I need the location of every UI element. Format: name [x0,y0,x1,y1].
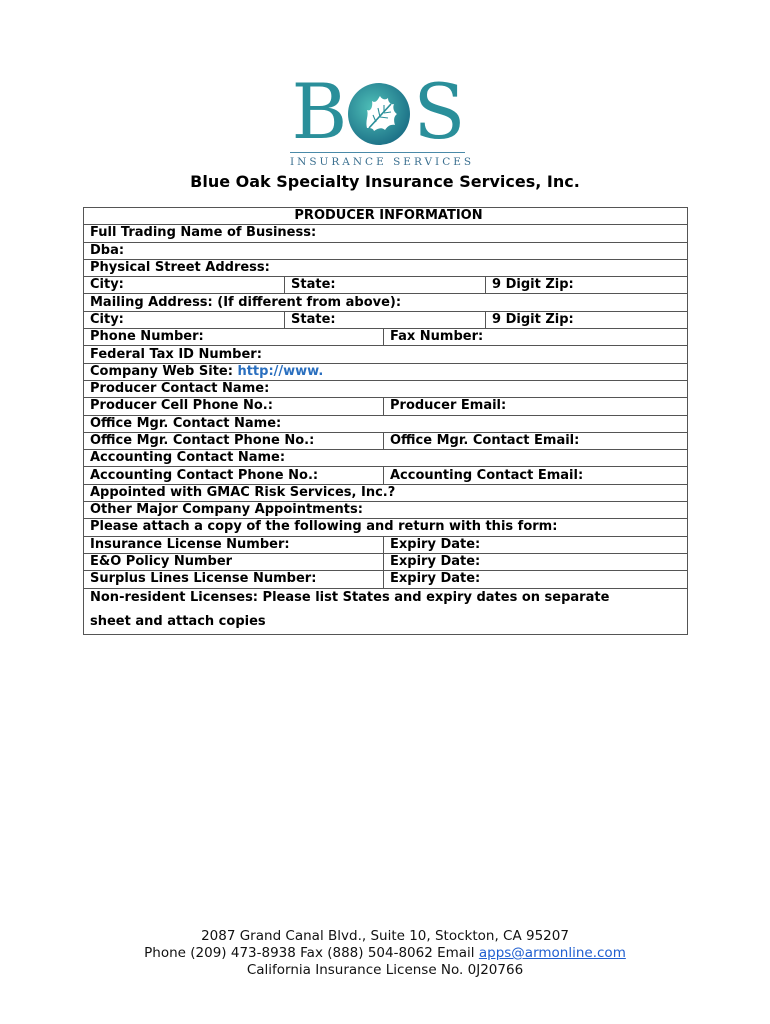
zip-field[interactable]: 9 Digit Zip: [486,277,688,294]
footer-license: California Insurance License No. 0J20766 [246,962,524,978]
mailing-zip-field[interactable]: 9 Digit Zip: [486,311,688,328]
appointed-gmac-field[interactable]: Appointed with GMAC Risk Services, Inc.? [84,484,688,501]
table-row [84,432,688,449]
office-mgr-contact-phone-field[interactable]: Office Mgr. Contact Phone No.: [84,432,384,449]
eo-policy-expiry-field[interactable]: Expiry Date: [384,553,688,570]
footer-contact [0,945,770,962]
company-web-site-field[interactable] [84,363,688,380]
company-title: Blue Oak Specialty Insurance Services, Inc. [190,172,580,191]
insurance-license-expiry-field[interactable]: Expiry Date: [384,536,688,553]
table-row [84,225,688,242]
non-resident-licenses-field[interactable] [84,588,688,634]
producer-information-form [83,207,688,635]
company-logo [290,67,475,172]
full-trading-name-field[interactable]: Full Trading Name of Business: [84,225,688,242]
non-resident-line-2: sheet and attach copies [90,613,266,629]
dba-field[interactable]: Dba: [84,242,688,259]
state-field[interactable]: State: [285,277,486,294]
surplus-lines-expiry-field[interactable]: Expiry Date: [384,571,688,588]
table-row [84,484,688,501]
table-row [84,536,688,553]
non-resident-line-1: Non-resident Licenses: Please list States and expiry dates on separate [90,589,610,605]
table-row [84,329,688,346]
other-appointments-field[interactable]: Other Major Company Appointments: [84,502,688,519]
table-row [84,311,688,328]
table-row [84,571,688,588]
table-row [84,398,688,415]
fax-number-field[interactable]: Fax Number: [384,329,688,346]
accounting-contact-name-field[interactable]: Accounting Contact Name: [84,450,688,467]
mailing-city-field[interactable]: City: [84,311,285,328]
table-row [84,294,688,311]
footer-phone-fax: Phone (209) 473-8938 Fax (888) 504-8062 Email [144,945,479,961]
table-row [84,363,688,380]
office-mgr-contact-email-field[interactable]: Office Mgr. Contact Email: [384,432,688,449]
city-field[interactable]: City: [84,277,285,294]
form-header: PRODUCER INFORMATION [84,208,688,225]
table-row [84,259,688,276]
footer-email-link[interactable]: apps@armonline.com [478,945,626,961]
table-row [84,277,688,294]
attach-instruction: Please attach a copy of the following and return with this form: [84,519,688,536]
oak-leaf-icon [347,82,411,146]
producer-email-field[interactable]: Producer Email: [384,398,688,415]
logo-letter-b: B [291,67,346,156]
table-row [84,502,688,519]
producer-contact-name-field[interactable]: Producer Contact Name: [84,380,688,397]
logo-letter-s: S [413,67,464,156]
table-row [84,415,688,432]
mailing-address-field[interactable]: Mailing Address: (If different from above): [84,294,688,311]
insurance-license-number-field[interactable]: Insurance License Number: [84,536,384,553]
table-row [84,553,688,570]
table-row [84,588,688,634]
physical-street-address-field[interactable]: Physical Street Address: [84,259,688,276]
table-row [84,450,688,467]
logo-subtitle: INSURANCE SERVICES [290,152,465,171]
producer-cell-phone-field[interactable]: Producer Cell Phone No.: [84,398,384,415]
footer-address: 2087 Grand Canal Blvd., Suite 10, Stockton, CA 95207 [201,928,569,944]
surplus-lines-license-field[interactable]: Surplus Lines License Number: [84,571,384,588]
accounting-contact-phone-field[interactable]: Accounting Contact Phone No.: [84,467,384,484]
mailing-state-field[interactable]: State: [285,311,486,328]
company-web-site-label: Company Web Site: [90,363,238,379]
eo-policy-number-field[interactable]: E&O Policy Number [84,553,384,570]
table-row [84,380,688,397]
table-row [84,467,688,484]
federal-tax-id-field[interactable]: Federal Tax ID Number: [84,346,688,363]
table-row [84,242,688,259]
table-row [84,346,688,363]
phone-number-field[interactable]: Phone Number: [84,329,384,346]
logo-letters [290,67,465,156]
table-row [84,208,688,225]
accounting-contact-email-field[interactable]: Accounting Contact Email: [384,467,688,484]
office-mgr-contact-name-field[interactable]: Office Mgr. Contact Name: [84,415,688,432]
company-web-site-url[interactable]: http://www. [237,363,324,379]
page-footer [0,928,770,979]
table-row [84,519,688,536]
